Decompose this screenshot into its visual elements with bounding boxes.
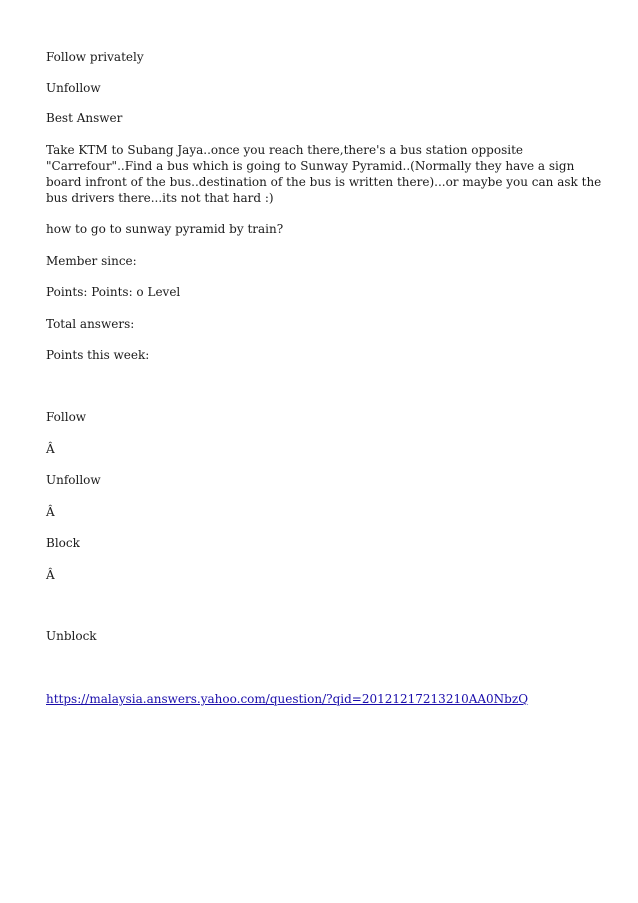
answer-text: Take KTM to Subang Jaya..once you reach there,there's a bus station opposite "Carrefour"..Find a bus which is going to Sunway Pyramid..(Normally they have a sign board infront of the bus..destination of the bus is written there)...or maybe you can ask the bus drivers there...its not that hard :) — [46, 143, 602, 205]
separator-glyph: Â — [46, 442, 55, 456]
member-since-label: Member since: — [46, 254, 137, 268]
points-label: Points: Points: o Level — [46, 285, 181, 299]
block-button[interactable]: Block — [46, 536, 80, 550]
points-this-week-label: Points this week: — [46, 348, 150, 362]
total-answers-label: Total answers: — [46, 317, 135, 331]
follow-privately-link[interactable]: Follow privately — [46, 50, 144, 64]
best-answer-heading: Best Answer — [46, 111, 123, 125]
follow-button[interactable]: Follow — [46, 410, 87, 424]
unfollow-link[interactable]: Unfollow — [46, 81, 101, 95]
source-url-link[interactable]: https://malaysia.answers.yahoo.com/question/?qid=20121217213210AA0NbzQ — [46, 692, 529, 706]
separator-glyph: Â — [46, 505, 55, 519]
separator-glyph: Â — [46, 568, 55, 582]
question-title: how to go to sunway pyramid by train? — [46, 222, 284, 236]
unfollow-button[interactable]: Unfollow — [46, 473, 101, 487]
unblock-button[interactable]: Unblock — [46, 629, 97, 643]
